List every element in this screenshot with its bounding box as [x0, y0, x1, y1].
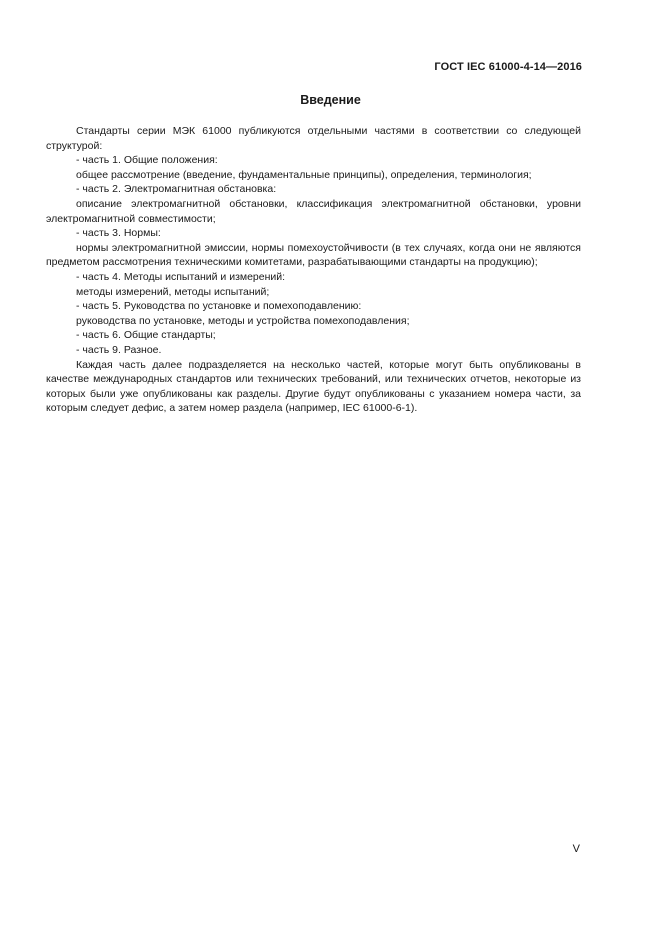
list-item-part-1: - часть 1. Общие положения: — [76, 154, 218, 167]
section-body — [46, 124, 581, 416]
list-item-part-2: - часть 2. Электромагнитная обстановка: — [76, 183, 277, 196]
list-item-part-5: - часть 5. Руководства по установке и помехоподавлению: — [76, 300, 362, 313]
paragraph-part-5-desc: руководства по установке, методы и устройства помехоподавления; — [76, 314, 410, 327]
list-item-part-4: - часть 4. Методы испытаний и измерений: — [76, 270, 286, 283]
paragraph-closing: Каждая часть далее подразделяется на несколько частей, которые могут быть опубликованы в качестве международных стандартов или технических требований, или технических отчетов, некоторые из которых были уже опубликованы как разделы. Другие будут опубликованы с указанием номера части, за которым следует дефис, а затем номер раздела (например, IEC 61000-6-1). — [46, 358, 581, 415]
list-item-part-3: - часть 3. Нормы: — [76, 227, 161, 240]
paragraph-part-3-desc: нормы электромагнитной эмиссии, нормы помехоустойчивости (в тех случаях, когда они не являются предметом рассмотрения техническими комитетами, разрабатывающими стандарты на продукцию); — [46, 241, 581, 269]
page-number: V — [572, 843, 580, 855]
document-code-header: ГОСТ IEC 61000-4-14—2016 — [434, 61, 582, 73]
section-title: Введение — [300, 93, 361, 107]
list-item-part-6: - часть 6. Общие стандарты; — [76, 329, 216, 342]
paragraph-intro: Стандарты серии МЭК 61000 публикуются отдельными частями в соответствии со следующей структурой: — [46, 125, 581, 152]
paragraph-part-2-desc: описание электромагнитной обстановки, классификация электромагнитной обстановки, уровни электромагнитной совместимости; — [46, 197, 581, 225]
paragraph-part-1-desc: общее рассмотрение (введение, фундаментальные принципы), определения, терминология; — [76, 168, 532, 181]
paragraph-part-4-desc: методы измерений, методы испытаний; — [76, 285, 270, 298]
list-item-part-9: - часть 9. Разное. — [76, 343, 162, 356]
